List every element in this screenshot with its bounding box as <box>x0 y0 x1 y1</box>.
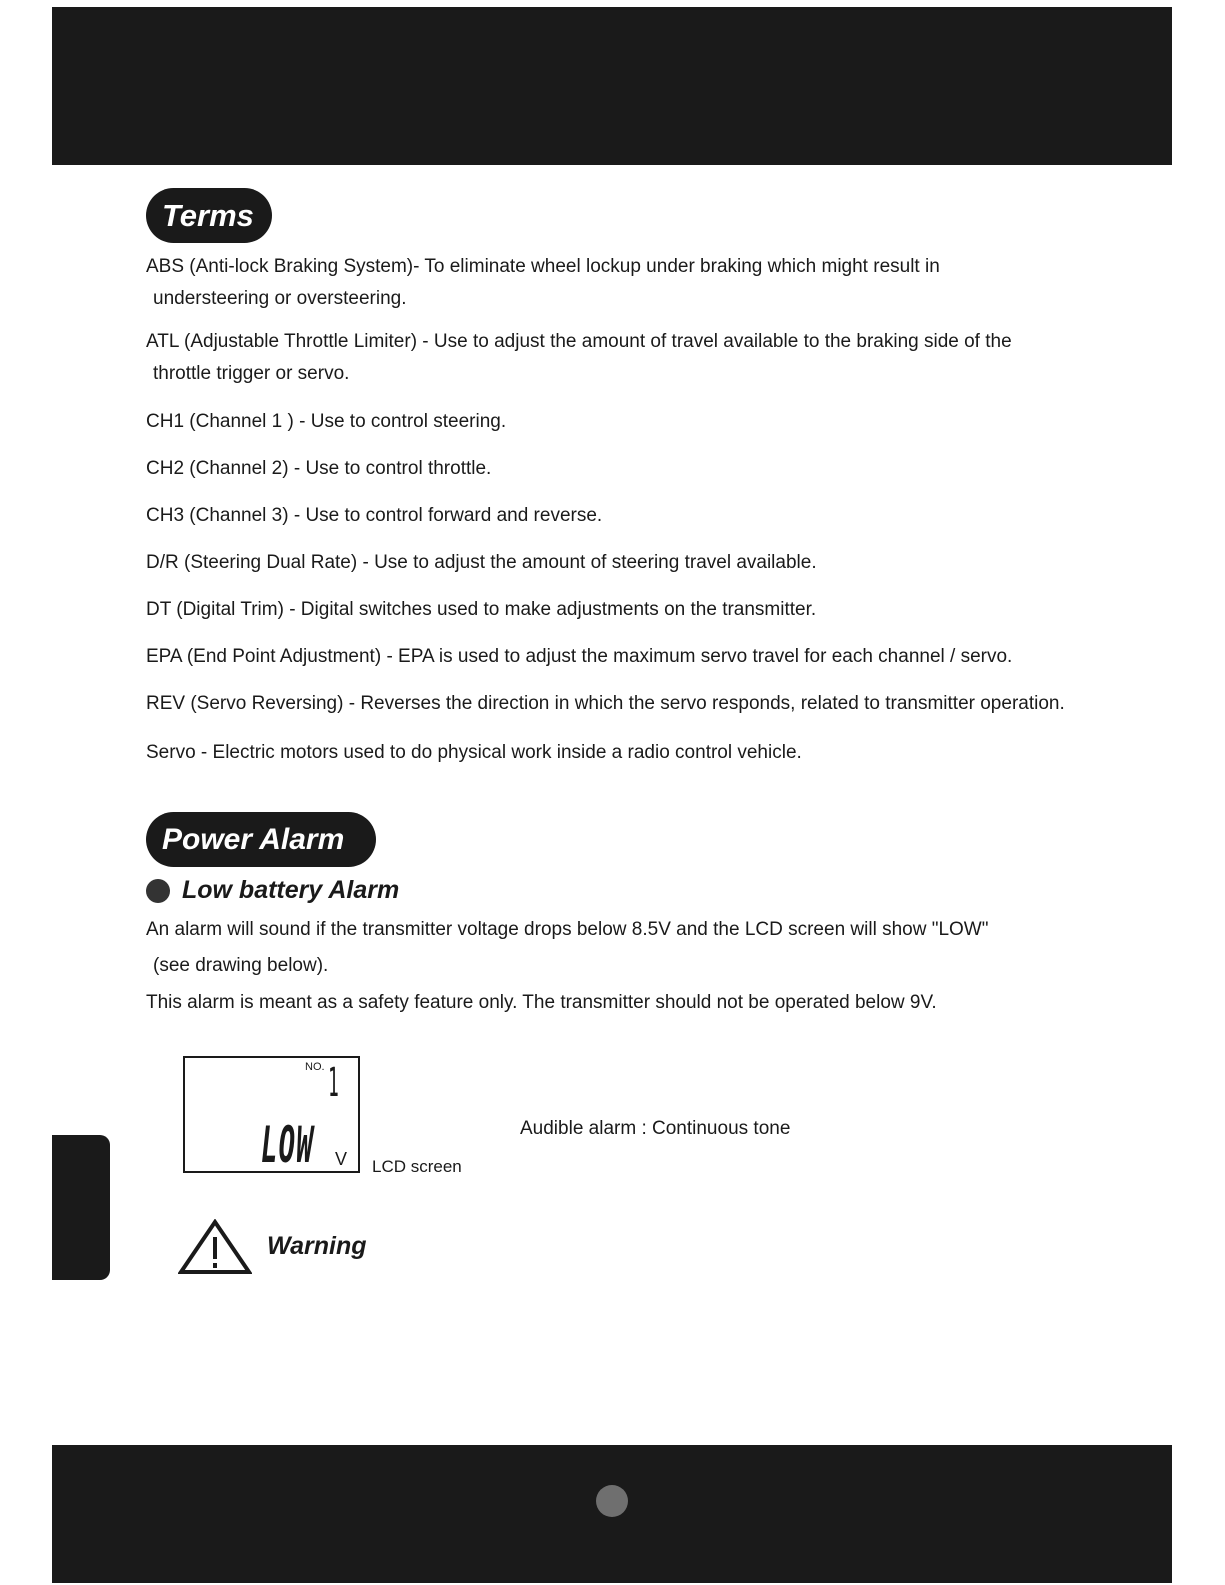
audible-alarm-note: Audible alarm : Continuous tone <box>520 1118 791 1139</box>
term-servo: Servo - Electric motors used to do physical work inside a radio control vehicle. <box>146 742 802 763</box>
term-abs-line2: understeering or oversteering. <box>153 288 407 309</box>
lcd-caption: LCD screen <box>372 1157 462 1176</box>
term-atl-line1: ATL (Adjustable Throttle Limiter) - Use to adjust the amount of travel available to the braking side of the <box>146 331 1012 352</box>
lcd-low-text: LOW <box>261 1116 314 1174</box>
lcd-screen-drawing <box>183 1056 360 1173</box>
page-dot-icon <box>596 1485 628 1517</box>
lcd-no-label: NO. <box>305 1061 325 1073</box>
term-atl <box>146 326 1012 390</box>
term-epa: EPA (End Point Adjustment) - EPA is used to adjust the maximum servo travel for each channel / servo. <box>146 646 1013 667</box>
term-ch1: CH1 (Channel 1 ) - Use to control steering. <box>146 411 507 432</box>
low-battery-heading <box>146 876 399 905</box>
side-tab-marker <box>52 1135 110 1280</box>
term-atl-line2: throttle trigger or servo. <box>153 363 350 384</box>
lcd-model-number: 1 <box>328 1060 339 1106</box>
warning-triangle-icon <box>178 1219 252 1275</box>
term-dr: D/R (Steering Dual Rate) - Use to adjust the amount of steering travel available. <box>146 552 817 573</box>
lcd-unit: V <box>335 1149 348 1169</box>
bullet-icon <box>146 879 170 903</box>
term-dt: DT (Digital Trim) - Digital switches used to make adjustments on the transmitter. <box>146 599 817 620</box>
term-abs <box>146 251 940 315</box>
term-ch2: CH2 (Channel 2) - Use to control throttle. <box>146 458 492 479</box>
term-abs-line1: ABS (Anti-lock Braking System)- To eliminate wheel lockup under braking which might result in <box>146 256 940 277</box>
low-battery-description <box>146 912 988 984</box>
low-battery-description-line2: (see drawing below). <box>153 955 329 976</box>
warning-label: Warning <box>267 1232 367 1260</box>
power-alarm-section-title: Power Alarm <box>146 812 376 867</box>
low-battery-safety-note: This alarm is meant as a safety feature only. The transmitter should not be operated below 9V. <box>146 992 937 1013</box>
low-battery-heading-text: Low battery Alarm <box>182 876 400 904</box>
low-battery-description-line1: An alarm will sound if the transmitter voltage drops below 8.5V and the LCD screen will show "LOW" <box>146 919 989 940</box>
term-ch3: CH3 (Channel 3) - Use to control forward and reverse. <box>146 505 603 526</box>
header-band <box>52 7 1172 165</box>
terms-section-title: Terms <box>146 188 272 243</box>
term-rev: REV (Servo Reversing) - Reverses the direction in which the servo responds, related to transmitter operation. <box>146 693 1065 714</box>
